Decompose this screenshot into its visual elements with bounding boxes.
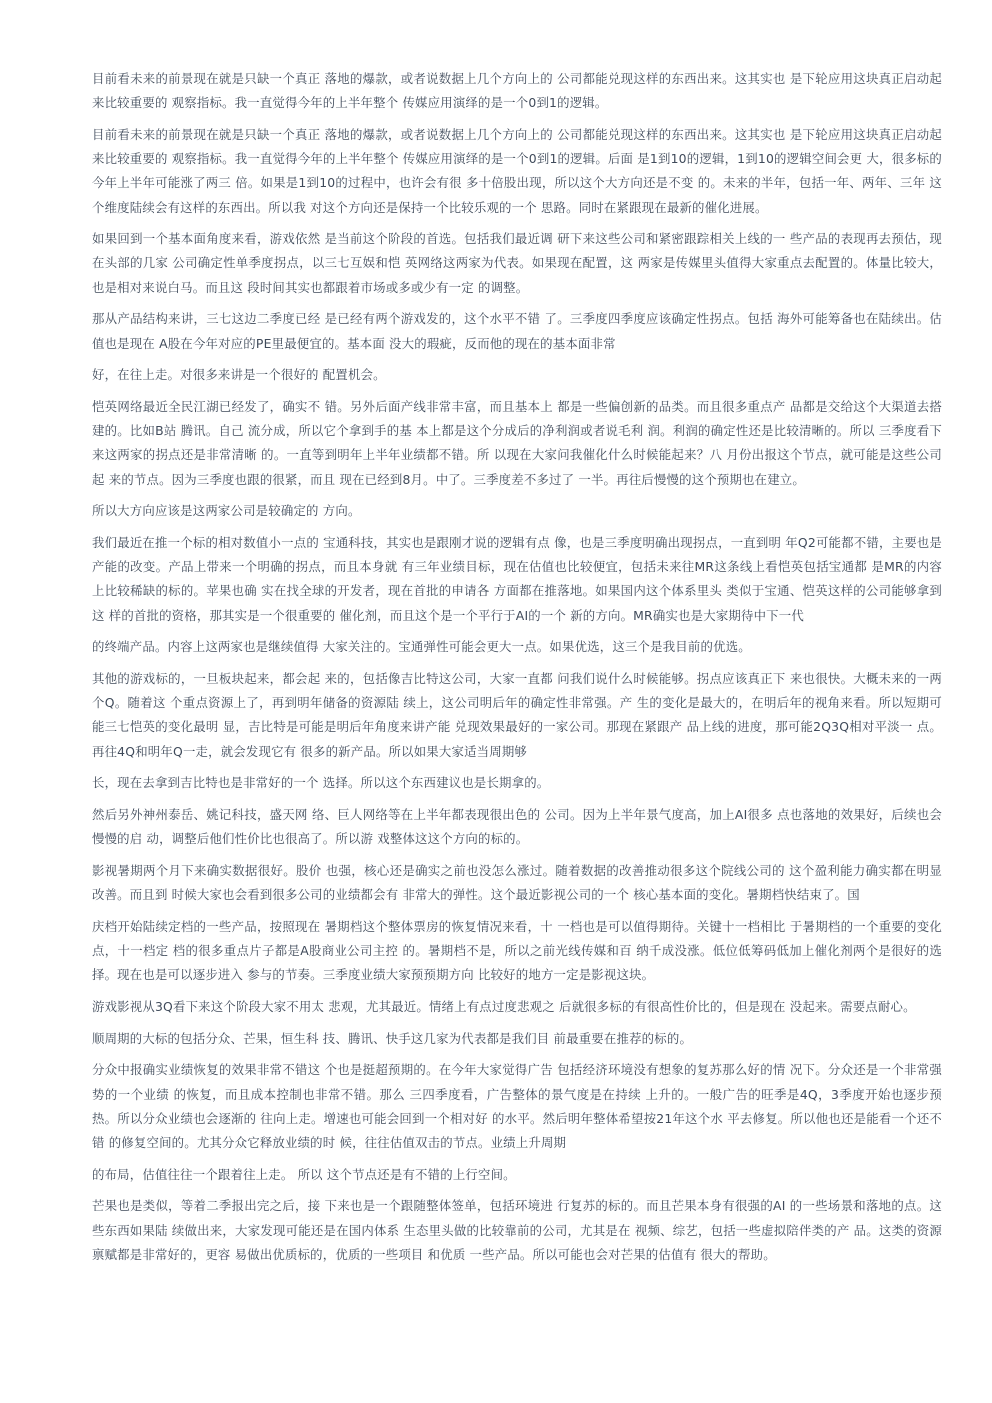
paragraph-9: 的终端产品。内容上这两家也是继续值得 大家关注的。宝通弹性可能会更大一点。如果优选，这三个是我目前的优选。	[92, 639, 751, 655]
paragraph-8: 我们最近在推一个标的相对数值小一点的 宝通科技，其实也是跟刚才说的逻辑有点 像，也是三季度明确出现拐点，一直到明 年Q2可能都不错，主要也是产能的改变。产品上带来一个明确的拐点，而且本身就 有三年业绩目标，现在估值也比较便宜，包括未来往MR这条线上看恺英包括宝通都 是MR的内容上比较稀缺的标的。苹果也确 实在找全球的开发者，现在首批的申请各 方面都在推落地。如果国内这个体系里头 类似于宝通、恺英这样的公司能够拿到这 样的首批的资格，那其实是一个很重要的 催化剂，而且这个是一个平行于AI的一个 新的方向。MR确实也是大家期待中下一代	[92, 534, 942, 623]
paragraph-13: 影视暑期两个月下来确实数据很好。股价 也强，核心还是确实之前也没怎么涨过。随着数据的改善推动很多这个院线公司的 这个盈利能力确实都在明显改善。而且到 时候大家也会看到很多公司的业绩都会有 非常大的弹性。这个最近影视公司的一个 核心基本面的变化。暑期档快结束了。国	[92, 862, 942, 903]
paragraph-11: 长，现在去拿到吉比特也是非常好的一个 选择。所以这个东西建议也是长期拿的。	[92, 775, 550, 791]
paragraph-10: 其他的游戏标的，一旦板块起来，都会起 来的，包括像吉比特这公司，大家一直都 问我们说什么时候能够。拐点应该真正下 来也很快。大概未来的一两个Q。随着这 个重点资源上了，再到明年储备的资源陆 续上，这公司明后年的确定性非常强。产 生的变化是最大的，在明后年的视角来看。所以短期可能三七恺英的变化最明 显，吉比特是可能是明后年角度来讲产能 兑现效果最好的一家公司。那现在紧跟产 品上线的进度，那可能2Q3Q相对平淡一 点。再往4Q和明年Q一走，就会发现它有 很多的新产品。所以如果大家适当周期够	[92, 670, 942, 759]
paragraph-7: 所以大方向应该是这两家公司是较确定的 方向。	[92, 503, 361, 519]
paragraph-18: 的布局，估值往往一个跟着往上走。 所以 这个节点还是有不错的上行空间。	[92, 1166, 516, 1182]
paragraph-1: 目前看未来的前景现在就是只缺一个真正 落地的爆款，或者说数据上几个方向上的 公司都能兑现这样的东西出来。这其实也 是下轮应用这块真正启动起来比较重要的 观察指标。我一直觉得今年的上半年整个 传媒应用演绎的是一个0到1的逻辑。	[92, 71, 942, 111]
paragraph-5: 好，在往上走。对很多来讲是一个很好的 配置机会。	[92, 367, 386, 383]
paragraph-16: 顺周期的大标的包括分众、芒果，恒生科 技、腾讯、快手这几家为代表都是我们目 前最重要在推荐的标的。	[92, 1030, 693, 1046]
paragraph-2: 目前看未来的前景现在就是只缺一个真正 落地的爆款，或者说数据上几个方向上的 公司都能兑现这样的东西出来。这其实也 是下轮应用这块真正启动起来比较重要的 观察指标。我一直觉得今年的上半年整个 传媒应用演绎的是一个0到1的逻辑。后面 是1到10的逻辑，1到10的逻辑空间会更 大，很多标的今年上半年可能涨了两三 倍。如果是1到10的过程中，也许会有很 多十倍股出现，所以这个大方向还是不变 的。未来的半年，包括一年、两年、三年 这个维度陆续会有这样的东西出。所以我 对这个方向还是保持一个比较乐观的一个 思路。同时在紧跟现在最新的催化进展。	[92, 126, 942, 215]
document-page	[92, 67, 942, 1274]
paragraph-15: 游戏影视从3Q看下来这个阶段大家不用太 悲观，尤其最近。情绪上有点过度悲观之 后就很多标的有很高性价比的，但是现在 没起来。需要点耐心。	[92, 998, 916, 1014]
paragraph-4: 那从产品结构来讲，三七这边二季度已经 是已经有两个游戏发的，这个水平不错 了。三季度四季度应该确定性拐点。包括 海外可能筹备也在陆续出。估值也是现在 A股在今年对应的PE里最便宜的。基本面 没大的瑕疵，反而他的现在的基本面非常	[92, 311, 942, 351]
paragraph-17: 分众中报确实业绩恢复的效果非常不错这 个也是挺超预期的。在今年大家觉得广告 包括经济环境没有想象的复苏那么好的情 况下。分众还是一个非常强势的一个业绩 的恢复，而且成本控制也非常不错。那么 三四季度看，广告整体的景气度是在持续 上升的。一般广告的旺季是4Q，3季度开始也逐步预热。所以分众业绩也会逐渐的 往向上走。增速也可能会回到一个相对好 的水平。然后明年整体希望按21年这个水 平去修复。所以他也还是能看一个还不错 的修复空间的。尤其分众它释放业绩的时 候，往往估值双击的节点。业绩上升周期	[92, 1062, 942, 1150]
paragraph-14: 庆档开始陆续定档的一些产品，按照现在 暑期档这个整体票房的恢复情况来看，十 一档也是可以值得期待。关键十一档相比 于暑期档的一个重要的变化点，十一档定 档的很多重点片子都是A股商业公司主控 的。暑期档不是，所以之前光线传媒和百 纳千成没涨。低位低筹码低加上催化剂两个是很好的选择。现在也是可以逐步进入 参与的节奏。三季度业绩大家预预期方向 比较好的地方一定是影视这块。	[92, 918, 942, 983]
paragraph-6: 恺英网络最近全民江湖已经发了，确实不 错。另外后面产线非常丰富，而且基本上 都是一些偏创新的品类。而且很多重点产 品都是交给这个大渠道去搭建的。比如B站 腾讯。自己 流分成，所以它个拿到手的基 本上都是这个分成后的净利润或者说毛利 润。利润的确定性还是比较清晰的。所以 三季度看下来这两家的拐点还是非常清晰 的。一直等到明年上半年业绩都不错。所 以现在大家问我催化什么时候能起来？八 月份出报这个节点，就可能是这些公司起 来的节点。因为三季度也跟的很紧，而且 现在已经到8月。中了。三季度差不多过了 一半。再往后慢慢的这个预期也在建立。	[92, 398, 942, 487]
paragraph-12: 然后另外神州泰岳、姚记科技，盛天网 络、巨人网络等在上半年都表现很出色的 公司。因为上半年景气度高，加上AI很多 点也落地的效果好，后续也会慢慢的启 动，调整后他们性价比也很高了。所以游 戏整体这这个方向的标的。	[92, 806, 942, 847]
paragraph-3: 如果回到一个基本面角度来看，游戏依然 是当前这个阶段的首选。包括我们最近调 研下来这些公司和紧密跟踪相关上线的一 些产品的表现再去预估，现在头部的几家 公司确定性单季度拐点，以三七互娱和恺 英网络这两家为代表。如果现在配置，这 两家是传媒里头值得大家重点去配置的。体量比较大，也是相对来说白马。而且这 段时间其实也都跟着市场或多或少有一定 的调整。	[92, 231, 942, 295]
paragraph-19: 芒果也是类似，等着二季报出完之后，接 下来也是一个跟随整体签单，包括环境进 行复苏的标的。而且芒果本身有很强的AI 的一些场景和落地的点。这些东西如果陆 续做出来，大家发现可能还是在国内体系 生态里头做的比较靠前的公司，尤其是在 视频、综艺，包括一些虚拟陪伴类的产 品。这类的资源禀赋都是非常好的，更容 易做出优质标的，优质的一些项目 和优质 一些产品。所以可能也会对芒果的估值有 很大的帮助。	[92, 1198, 942, 1262]
